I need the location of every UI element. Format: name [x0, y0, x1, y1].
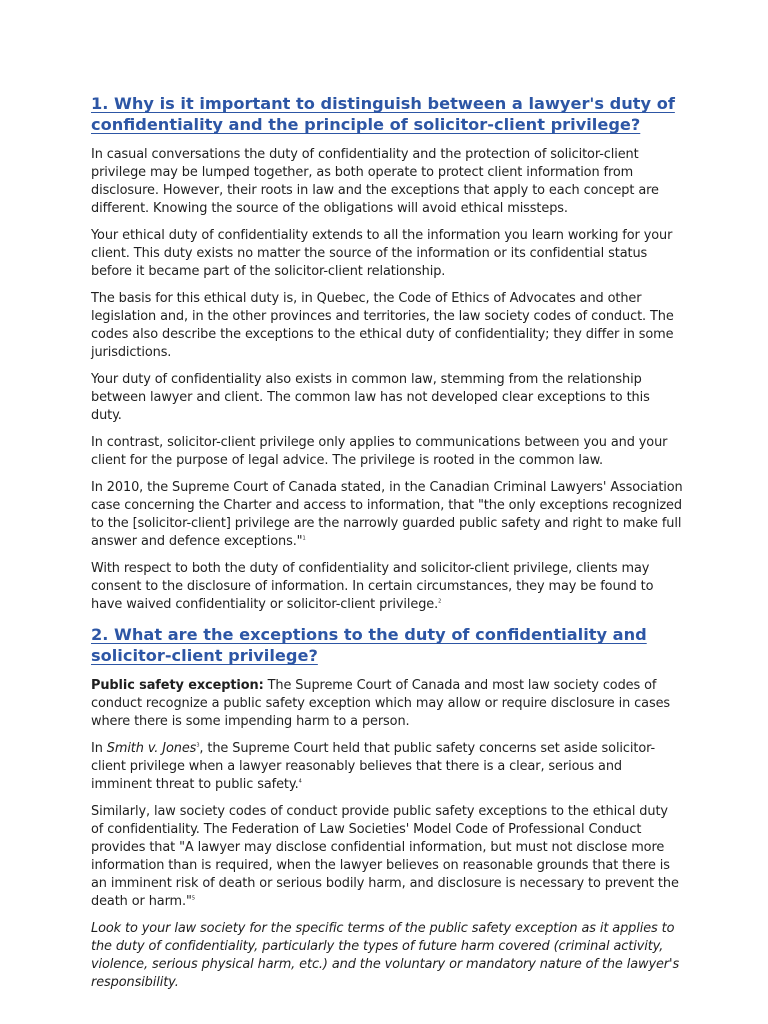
section-2-paragraph-2	[91, 740, 684, 794]
section-1-paragraph-1: In casual conversations the duty of confidentiality and the protection of solicitor-client privilege may be lumped together, as both operate to protect client information from disclosure. However, their roots in law and the exceptions that apply to each concept are different. Knowing the source of the obligations will avoid ethical missteps.	[91, 147, 659, 216]
section-2-paragraph-2-pre: In	[91, 741, 107, 756]
section-2-heading: 2. What are the exceptions to the duty of confidentiality and solicitor-client privilege?	[91, 625, 647, 665]
public-safety-lead: Public safety exception:	[91, 678, 264, 693]
section-2-paragraph-2-text: , the Supreme Court held that public safety concerns set aside solicitor-client privilege when a lawyer reasonably believes that there is a clear, serious and imminent threat to public safety.	[91, 741, 656, 792]
section-2-paragraph-1	[91, 677, 684, 731]
section-2-paragraph-3	[91, 803, 684, 911]
footnote-ref-3: 3	[196, 742, 200, 749]
section-1-paragraph-7-text: With respect to both the duty of confidentiality and solicitor-client privilege, clients may consent to the disclosure of information. In certain circumstances, they may be found to have waived confidentiality or solicitor-client privilege.	[91, 561, 654, 612]
section-2-paragraph-3-text: Similarly, law society codes of conduct provide public safety exceptions to the ethical duty of confidentiality. The Federation of Law Societies' Model Code of Professional Conduct provides that "A lawyer may disclose confidential information, but must not disclose more information than is required, when the lawyer believes on reasonable grounds that there is an imminent risk of death or serious bodily harm, and disclosure is necessary to prevent the death or harm."	[91, 804, 679, 909]
section-1-paragraph-2: Your ethical duty of confidentiality extends to all the information you learn working for your client. This duty exists no matter the source of the information or its confidential status before it became part of the solicitor-client relationship.	[91, 228, 673, 279]
section-1-paragraph-6-text: In 2010, the Supreme Court of Canada stated, in the Canadian Criminal Lawyers' Association case concerning the Charter and access to information, that "the only exceptions recognized to the [solicitor-client] privilege are the narrowly guarded public safety and right to make full answer and defence exceptions."	[91, 480, 683, 549]
footnote-ref-2: 2	[438, 598, 442, 605]
section-1-paragraph-6	[91, 479, 684, 551]
footnote-ref-1: 1	[302, 535, 306, 542]
section-2-paragraph-4	[91, 920, 684, 992]
section-1-heading: 1. Why is it important to distinguish between a lawyer's duty of confidentiality and the principle of solicitor-client privilege?	[91, 94, 675, 134]
footnote-ref-4: 4	[298, 778, 302, 785]
section-1-paragraph-4: Your duty of confidentiality also exists in common law, stemming from the relationship between lawyer and client. The common law has not developed clear exceptions to this duty.	[91, 372, 650, 423]
section-1-paragraph-5: In contrast, solicitor-client privilege only applies to communications between you and your client for the purpose of legal advice. The privilege is rooted in the common law.	[91, 435, 668, 468]
section-1-paragraph-7	[91, 560, 684, 614]
footnote-ref-5: 5	[191, 895, 195, 902]
section-2-paragraph-1-text: The Supreme Court of Canada and most law society codes of conduct recognize a public safety exception which may allow or require disclosure in cases where there is some impending harm to a person.	[91, 678, 671, 729]
section-1-paragraph-3: The basis for this ethical duty is, in Quebec, the Code of Ethics of Advocates and other legislation and, in the other provinces and territories, the law society codes of conduct. The codes also describe the exceptions to the ethical duty of confidentiality; they differ in some jurisdictions.	[91, 291, 674, 360]
case-name-smith-v-jones: Smith v. Jones	[106, 741, 197, 756]
section-2-paragraph-4-italic: Look to your law society for the specific terms of the public safety exception as it applies to the duty of confidentiality, particularly the types of future harm covered (criminal activity, violence, serious physical harm, etc.) and the voluntary or mandatory nature of the lawyer's responsibility.	[91, 921, 680, 990]
